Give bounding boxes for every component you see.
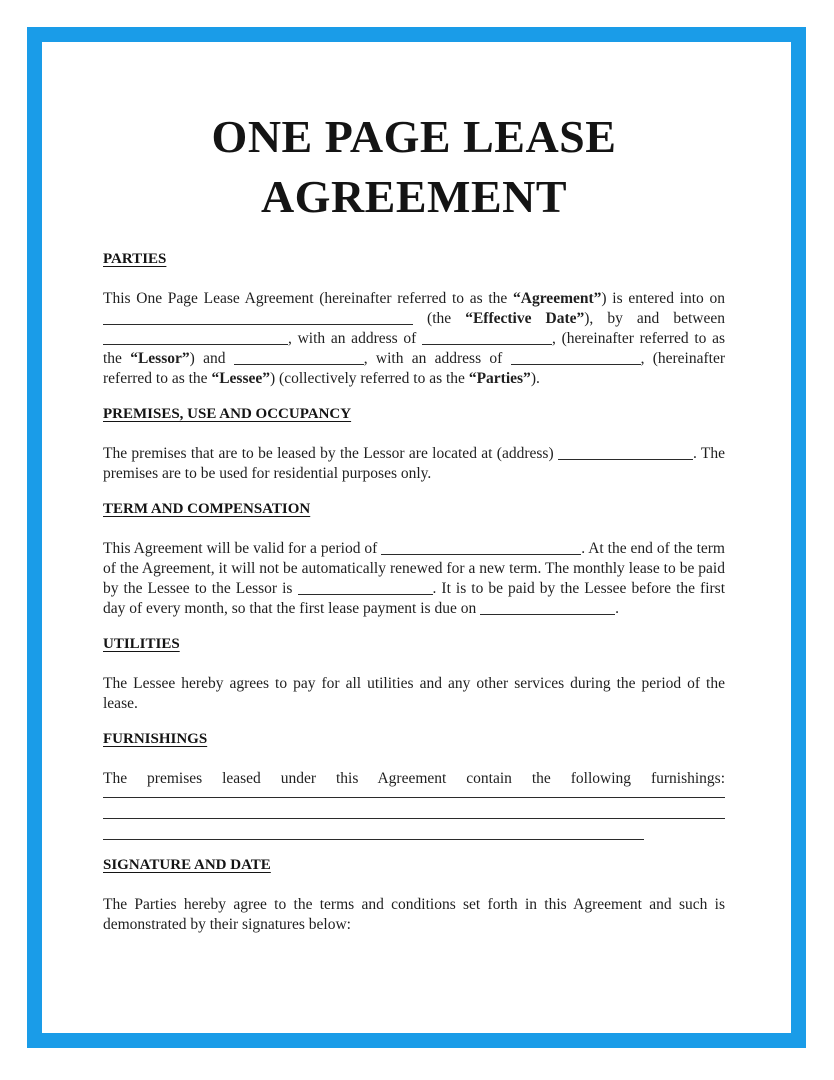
paragraph	[103, 895, 725, 935]
text-run: The Parties hereby agree to the terms and conditions set forth in this Agreement and such is demonstrated by their signatures below:	[103, 896, 725, 933]
document-section	[103, 250, 725, 389]
fill-in-blank	[298, 592, 433, 595]
page-frame	[27, 27, 806, 1048]
fill-in-blank	[234, 362, 364, 365]
fill-in-blank	[103, 342, 288, 345]
fill-in-blank	[558, 457, 693, 460]
doc-title-line-2: AGREEMENT	[260, 171, 568, 222]
section-heading: TERM AND COMPENSATION	[103, 501, 311, 517]
doc-title-line-1: ONE PAGE LEASE	[211, 111, 617, 162]
blank-line	[103, 798, 725, 819]
section-body	[103, 539, 725, 619]
blank-line	[103, 819, 644, 840]
paragraph	[103, 289, 725, 389]
text-run: The premises leased under this Agreement contain the following furnishings:	[103, 770, 725, 787]
text-run: ).	[530, 370, 540, 387]
text-run: , (hereinafter referred to as the	[103, 350, 726, 387]
section-heading: FURNISHINGS	[103, 731, 208, 747]
fill-in-blank	[103, 322, 413, 325]
defined-term: “Lessee”	[211, 370, 270, 387]
text-run: ) is entered into on	[601, 290, 725, 307]
defined-term: “Lessor”	[130, 350, 190, 367]
text-run: ), by and between	[584, 310, 725, 327]
section-body	[103, 769, 725, 840]
text-run: . At the end of the term of the Agreement, it will not be automatically renewed for a new term. The monthly lease to be paid by the Lessee to the Lessor is	[103, 540, 725, 597]
document-section	[103, 500, 725, 619]
text-run: . The premises are to be used for residential purposes only.	[103, 445, 725, 482]
text-run: , (hereinafter referred to as the	[103, 330, 725, 367]
section-body	[103, 289, 725, 389]
section-body	[103, 674, 725, 714]
document-sections	[103, 250, 725, 935]
text-run: The Lessee hereby agrees to pay for all utilities and any other services during the period of the lease.	[103, 675, 725, 712]
section-heading: PARTIES	[103, 251, 167, 267]
fill-in-blank	[381, 552, 581, 555]
document-page	[42, 42, 791, 1033]
section-body	[103, 444, 725, 484]
text-run: (the	[413, 310, 466, 327]
defined-term: “Parties”	[468, 370, 531, 387]
document-section	[103, 856, 725, 935]
text-run: The premises that are to be leased by the Lessor are located at (address)	[103, 445, 558, 462]
section-heading: PREMISES, USE AND OCCUPANCY	[103, 406, 352, 422]
text-run: , with an address of	[288, 330, 422, 347]
document-section	[103, 405, 725, 484]
paragraph	[103, 674, 725, 714]
section-body	[103, 895, 725, 935]
text-run: This Agreement will be valid for a period of	[103, 540, 382, 557]
paragraph	[103, 539, 725, 619]
fill-in-blank	[480, 612, 615, 615]
document-section	[103, 635, 725, 714]
defined-term: “Effective Date”	[465, 310, 585, 327]
section-heading: SIGNATURE AND DATE	[103, 857, 271, 873]
section-heading: UTILITIES	[103, 636, 180, 652]
text-run: , with an address of	[363, 350, 511, 367]
document-section	[103, 730, 725, 840]
text-run: . It is to be paid by the Lessee before the first day of every month, so that the first lease payment is due on	[103, 580, 726, 617]
paragraph	[103, 444, 725, 484]
defined-term: “Agreement”	[513, 290, 602, 307]
text-run: .	[615, 600, 619, 617]
text-run: This One Page Lease Agreement (hereinafter referred to as the	[103, 290, 514, 307]
paragraph	[103, 769, 725, 789]
fill-in-blank	[511, 362, 641, 365]
doc-title	[103, 107, 725, 227]
text-run: ) (collectively referred to as the	[270, 370, 469, 387]
text-run: ) and	[189, 350, 234, 367]
fill-in-blank	[422, 342, 552, 345]
